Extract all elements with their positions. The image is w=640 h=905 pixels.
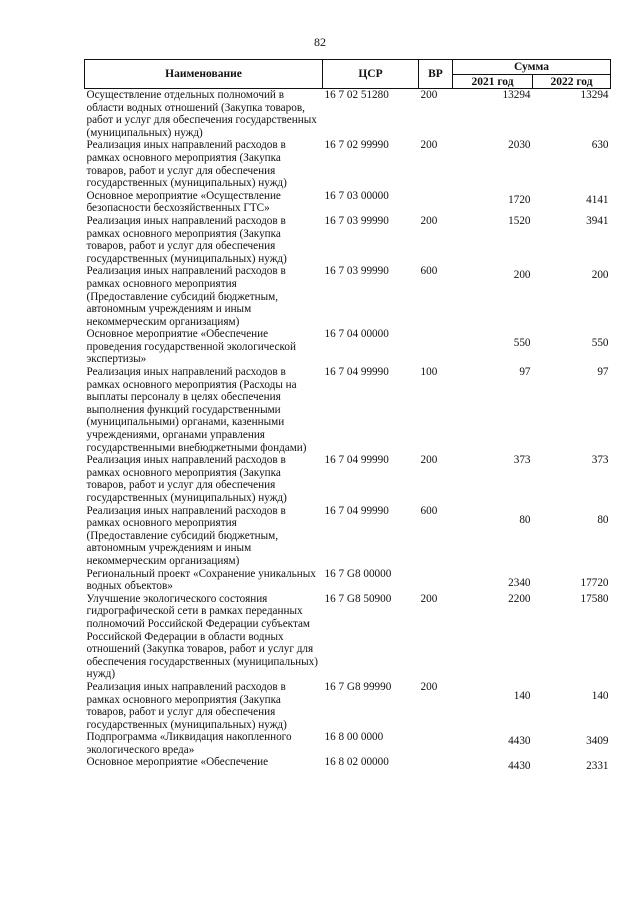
row-csr: 16 8 00 0000 [324, 731, 384, 744]
row-vr: 200 [420, 454, 438, 467]
row-name: Реализация иных направлений расходов в рамках основного мероприятия (Закупка товаров, работ и услуг для обеспечения государственных (муниципальных) нужд) [86, 680, 287, 731]
row-csr: 16 7 04 99990 [324, 366, 389, 379]
table-row [85, 756, 611, 773]
row-csr: 16 7 03 00000 [324, 189, 389, 202]
row-sum-2021: 4430 [508, 760, 531, 773]
table-row [85, 681, 611, 731]
row-sum-2022: 80 [597, 513, 609, 526]
page-number: 82 [314, 35, 326, 49]
row-sum-2021: 97 [519, 366, 531, 379]
row-sum-2022: 3941 [586, 214, 609, 227]
table-row [85, 190, 611, 215]
row-sum-2022: 17720 [580, 576, 609, 589]
row-sum-2022: 630 [591, 139, 609, 152]
row-name: Реализация иных направлений расходов в рамках основного мероприятия (Закупка товаров, работ и услуг для обеспечения государственных (муниципальных) нужд) [86, 214, 287, 265]
row-sum-2022: 200 [591, 269, 609, 282]
header-year-2022: 2022 год [533, 75, 611, 89]
row-csr: 16 7 04 99990 [324, 454, 389, 467]
table-row [85, 366, 611, 454]
table-row [85, 593, 611, 681]
row-name: Улучшение экологического состояния гидрографической сети в рамках переданных полномочий Российской Федерации субъектам Российской Федерации в области водных отношений (Закупка товаров, работ и услуг для обеспечения государственных (муниципальных) нужд) [86, 592, 318, 681]
header-csr: ЦСР [323, 60, 419, 89]
row-vr: 200 [420, 214, 438, 227]
row-vr [419, 568, 453, 593]
row-name: Реализация иных направлений расходов в рамках основного мероприятия (Закупка товаров, работ и услуг для обеспечения государственных (муниципальных) нужд) [86, 139, 287, 190]
row-sum-2021: 200 [513, 269, 531, 282]
row-sum-2021: 2030 [508, 139, 531, 152]
row-csr: 16 7 03 99990 [324, 265, 389, 278]
row-sum-2022: 550 [591, 337, 609, 350]
row-vr: 200 [420, 592, 438, 605]
header-vr: ВР [419, 60, 453, 89]
row-csr: 16 7 03 99990 [324, 214, 389, 227]
row-sum-2021: 4430 [508, 735, 531, 748]
row-vr [419, 328, 453, 366]
row-csr: 16 8 02 00000 [324, 756, 389, 769]
row-sum-2021: 1720 [508, 193, 531, 206]
row-sum-2021: 2340 [508, 576, 531, 589]
table-row [85, 215, 611, 265]
row-sum-2022: 13294 [580, 89, 609, 101]
row-vr [419, 190, 453, 215]
row-sum-2021: 140 [513, 689, 531, 702]
row-vr: 200 [420, 680, 438, 693]
row-sum-2021: 1520 [508, 214, 531, 227]
row-vr: 100 [420, 366, 438, 379]
row-vr [419, 731, 453, 756]
row-vr: 600 [420, 265, 438, 278]
row-name: Подпрограмма «Ликвидация накопленного экологического вреда» [86, 731, 292, 756]
row-csr: 16 7 04 99990 [324, 504, 389, 517]
row-sum-2022: 2331 [586, 760, 609, 773]
header-year-2021: 2021 год [453, 75, 533, 89]
row-sum-2021: 550 [513, 337, 531, 350]
row-vr: 200 [420, 139, 438, 152]
row-sum-2022: 97 [597, 366, 609, 379]
row-sum-2022: 140 [591, 689, 609, 702]
table-row [85, 89, 611, 140]
row-csr: 16 7 04 00000 [324, 328, 389, 341]
table-row [85, 731, 611, 756]
row-csr: 16 7 G8 99990 [324, 680, 392, 693]
row-vr [419, 756, 453, 773]
row-sum-2022: 3409 [586, 735, 609, 748]
table-row [85, 568, 611, 593]
row-sum-2021: 80 [519, 513, 531, 526]
row-name: Реализация иных направлений расходов в рамках основного мероприятия (Расходы на выплаты персоналу в целях обеспечения выполнения функций государственными (муниципальными) органами, казенными учреждениями, органами управления государственными внебюджетными фондами) [86, 366, 307, 454]
row-name: Реализация иных направлений расходов в рамках основного мероприятия (Предоставление субсидий бюджетным, автономным учреждениям и иным некоммерческим организациям) [86, 504, 286, 567]
row-sum-2021: 13294 [502, 89, 531, 101]
budget-table [84, 59, 611, 773]
row-sum-2021: 2200 [508, 592, 531, 605]
table-row [85, 265, 611, 328]
row-sum-2022: 4141 [586, 193, 609, 206]
row-name: Основное мероприятие «Осуществление безопасности бесхозяйственных ГТС» [86, 189, 281, 215]
header-name: Наименование [85, 60, 323, 89]
row-csr: 16 7 G8 50900 [324, 592, 392, 605]
header-sum: Сумма [453, 60, 611, 75]
row-sum-2022: 17580 [580, 592, 609, 605]
row-csr: 16 7 02 51280 [324, 89, 389, 101]
row-csr: 16 7 G8 00000 [324, 567, 392, 580]
row-name: Основное мероприятие «Обеспечение проведения государственной экологической экспертизы» [86, 328, 296, 366]
table-row [85, 505, 611, 568]
row-name: Реализация иных направлений расходов в рамках основного мероприятия (Предоставление субсидий бюджетным, автономным учреждениям и иным некоммерческим организациям) [86, 265, 286, 328]
row-vr: 600 [420, 504, 438, 517]
row-name: Основное мероприятие «Обеспечение [86, 756, 269, 769]
row-sum-2021: 373 [513, 454, 531, 467]
row-vr: 200 [420, 89, 438, 101]
row-sum-2022: 373 [591, 454, 609, 467]
row-name: Реализация иных направлений расходов в рамках основного мероприятия (Закупка товаров, работ и услуг для обеспечения государственных (муниципальных) нужд) [86, 454, 287, 504]
row-csr: 16 7 02 99990 [324, 139, 389, 152]
table-row [85, 454, 611, 504]
table-row [85, 328, 611, 366]
table-row [85, 139, 611, 189]
row-name: Региональный проект «Сохранение уникальных водных объектов» [86, 567, 316, 593]
row-name: Осуществление отдельных полномочий в области водных отношений (Закупка товаров, работ и услуг для обеспечения государственных (муниципальных) нужд) [86, 89, 317, 139]
